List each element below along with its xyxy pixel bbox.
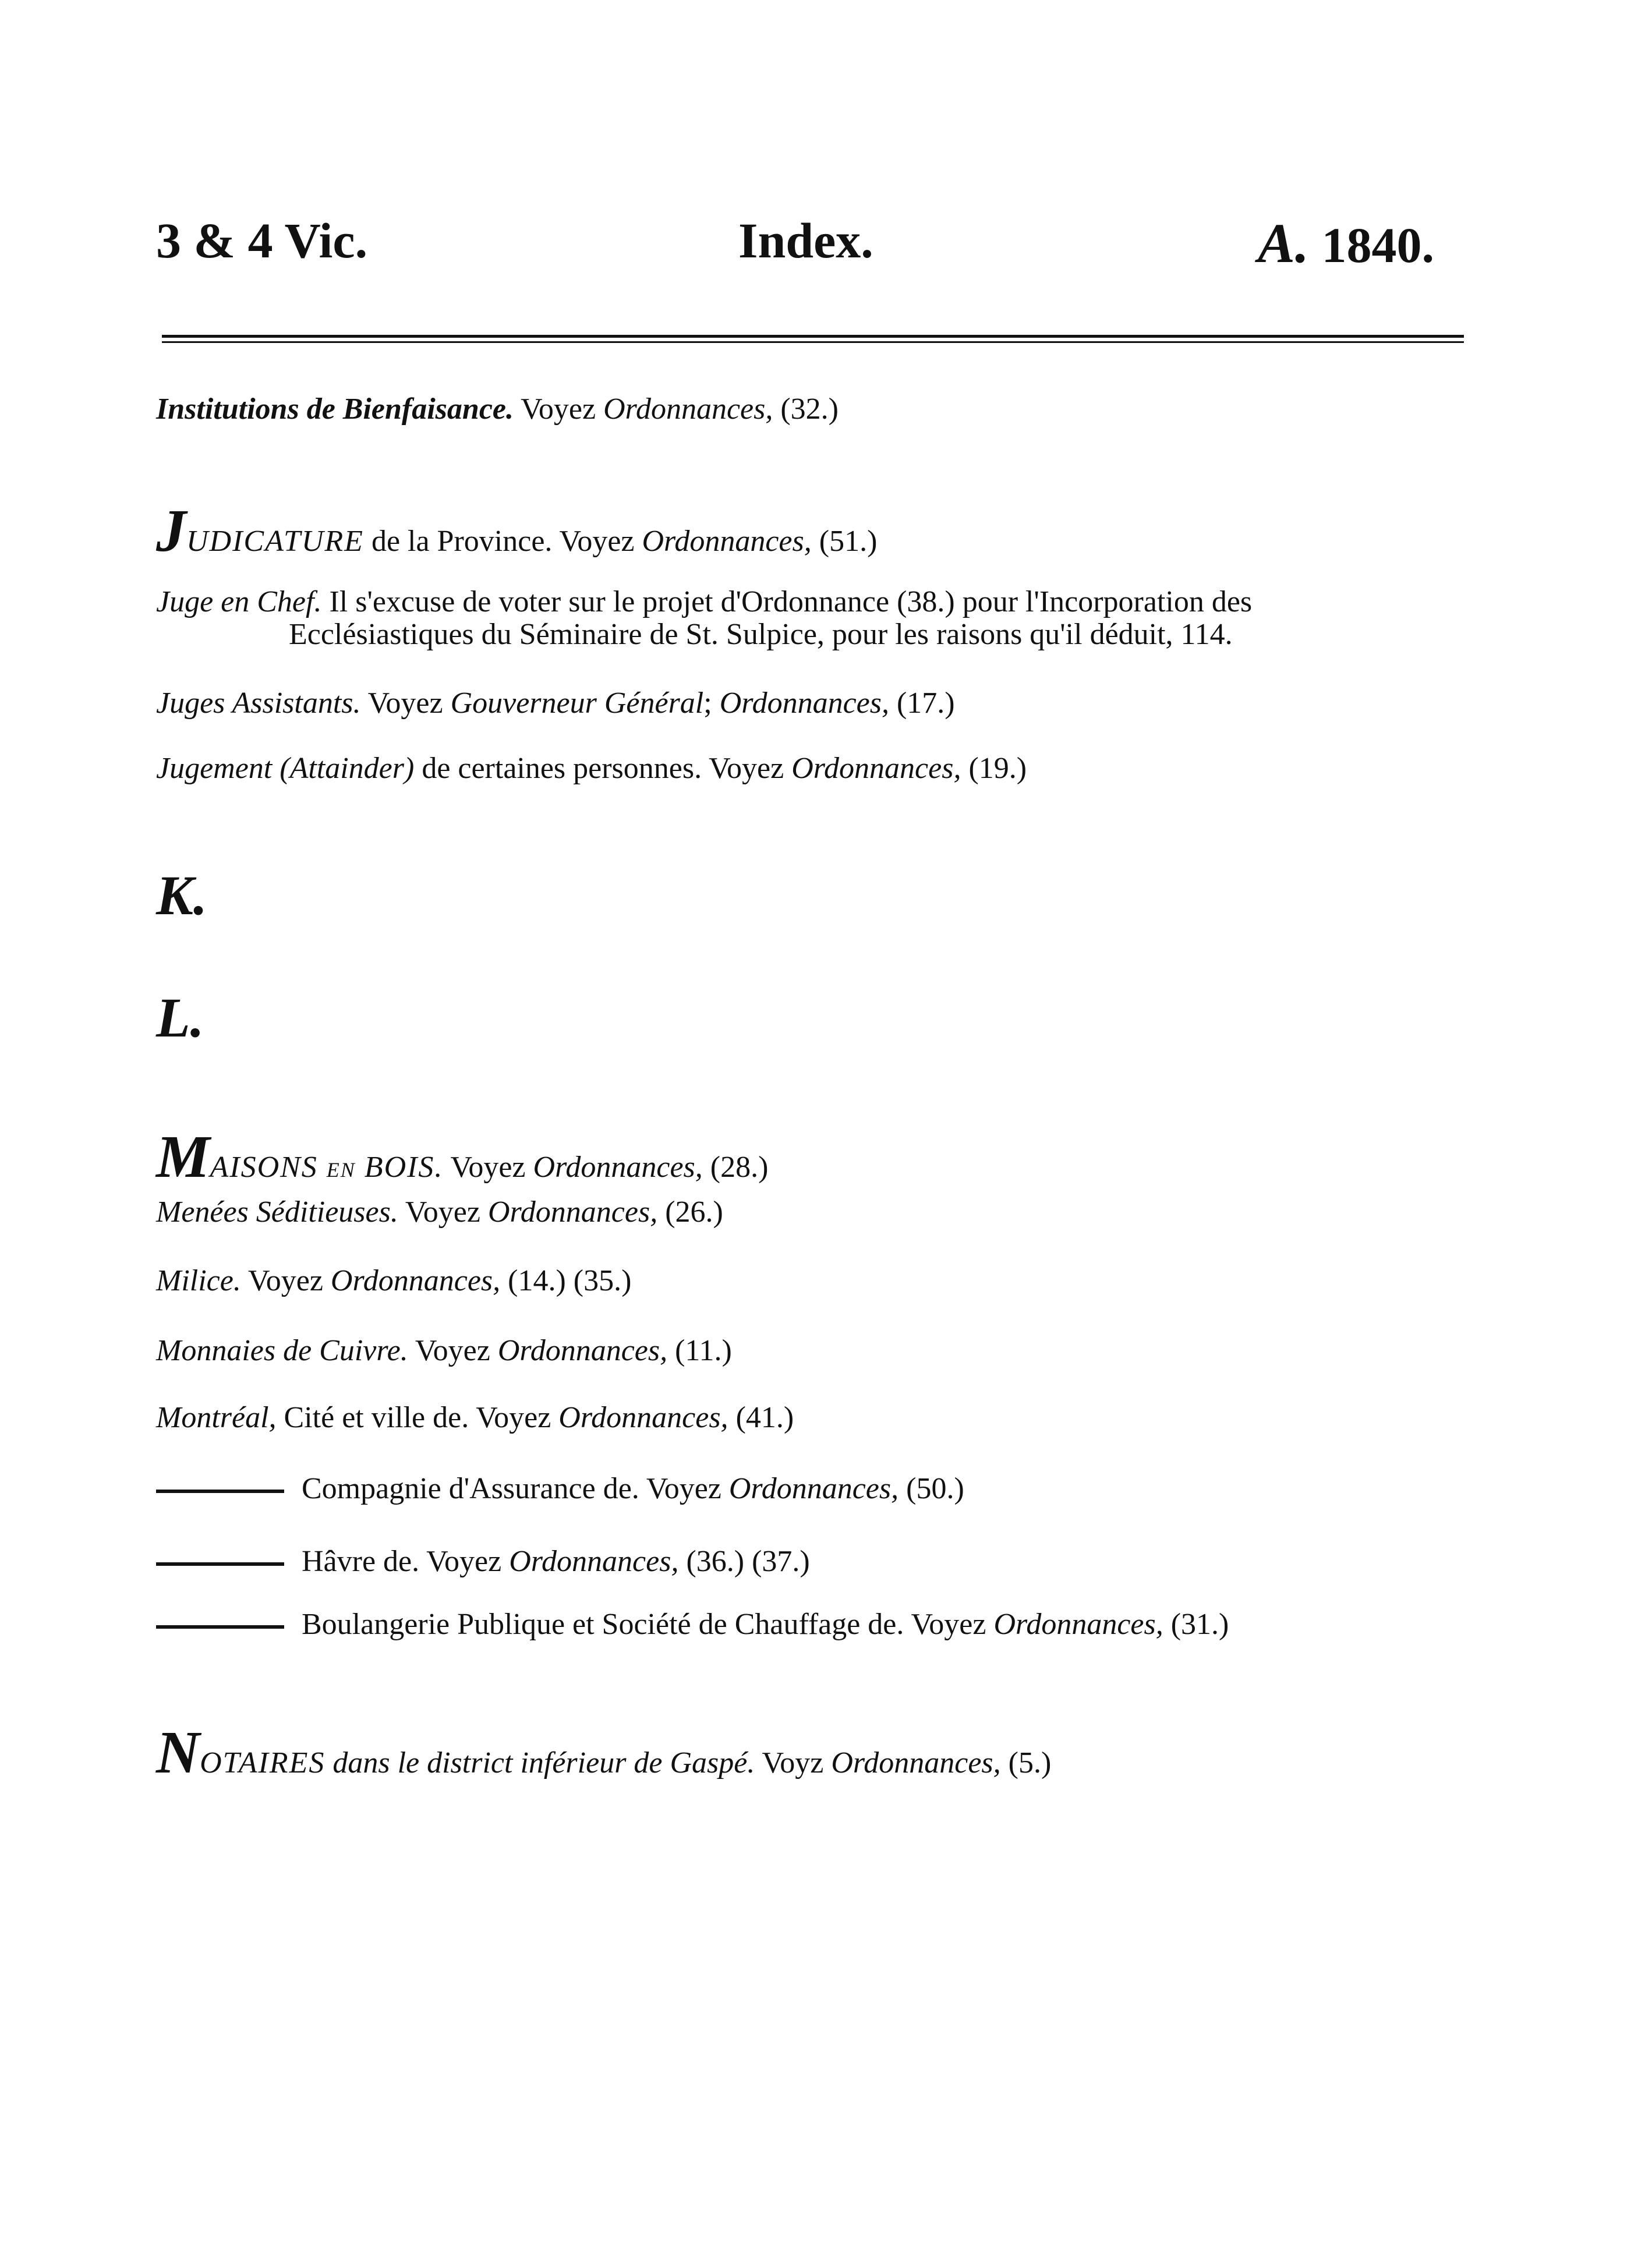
index-entry-juge-en-chef-cont: Ecclésiastiques du Séminaire de St. Sulpice, pour les raisons qu'il déduit, 114. [289,618,1233,651]
entry-num: (19.) [968,752,1027,785]
section-letter-l: L. [156,986,204,1049]
index-entry-institutions [156,392,839,427]
entry-initial: J [156,497,186,564]
ditto-dash [156,1625,284,1629]
entry-ref: Ordonnances, [831,1746,1001,1780]
entry-text-line1: Il s'excuse de voter sur le projet d'Ordonnance (38.) pour l'Incorporation des [329,585,1253,618]
header-rule-bottom [162,341,1464,343]
entry-rest: de la Province. [371,525,553,558]
entry-rest: Compagnie d'Assurance de. [302,1472,639,1505]
entry-num: (41.) [735,1401,794,1434]
entry-voyez: Voyez [367,687,443,720]
entry-term: UDICATURE [186,525,364,558]
entry-voyez: Voyez [521,392,596,426]
header-right [1258,212,1435,274]
entry-voyez: Voyez [646,1472,721,1505]
entry-num: (31.) [1170,1608,1229,1641]
header-rule-top [162,335,1464,338]
ditto-dash [156,1562,284,1566]
entry-separator: ; [703,687,712,720]
entry-voyez: Voyez [247,1264,323,1297]
entry-rest: dans le district inférieur de Gaspé. [332,1746,755,1780]
entry-ref: Ordonnances, [719,687,889,720]
entry-num: (50.) [906,1472,964,1505]
entry-ref: Ordonnances, [533,1151,703,1184]
entry-voyez: Voyz [762,1746,824,1780]
entry-num: (32.) [780,392,839,426]
entry-rest: Cité et ville de. [284,1401,469,1434]
index-entry-milice [156,1264,631,1299]
header-mark: A. [1258,212,1310,274]
entry-num: (11.) [675,1334,732,1367]
entry-term: Juge en Chef. [156,585,322,618]
index-entry-montreal [156,1400,794,1435]
entry-term: Menées Séditieuses. [156,1195,398,1229]
entry-rest: de certaines personnes. [422,752,702,785]
header-title: Index. [738,213,873,268]
entry-voyez: Voyez [476,1401,551,1434]
header-year: 1840. [1321,217,1435,273]
entry-ref: Gouverneur Général [450,687,704,720]
ditto-dash [156,1490,284,1493]
entry-num: (26.) [665,1195,723,1229]
entry-ref: Ordonnances, [791,752,961,785]
index-entry-juges-assistants [156,686,955,721]
entry-term: Montréal, [156,1401,277,1434]
header-left: 3 & 4 Vic. [156,213,368,268]
entry-rest: Boulangerie Publique et Société de Chauffage de. [302,1608,904,1641]
entry-term: OTAIRES [200,1746,326,1780]
entry-num: (51.) [819,525,878,558]
entry-voyez: Voyez [911,1608,986,1641]
entry-ref: Ordonnances, [509,1545,679,1578]
entry-ref: Ordonnances, [558,1401,728,1434]
index-entry-judicature [156,497,878,564]
entry-voyez: Voyez [559,525,635,558]
entry-term: Milice. [156,1264,241,1297]
entry-num: (36.) (37.) [686,1545,810,1578]
entry-voyez: Voyez [405,1195,480,1229]
entry-ref: Ordonnances, [993,1608,1163,1641]
index-entry-montreal-assurance [156,1471,964,1506]
entry-voyez: Voyez [426,1545,502,1578]
index-entry-monnaies [156,1333,732,1368]
index-entry-montreal-havre [156,1544,810,1579]
entry-ref: Ordonnances, [497,1334,668,1367]
entry-voyez: Voyez [450,1151,526,1184]
entry-rest: Hâvre de. [302,1545,420,1578]
entry-ref: Ordonnances, [642,525,812,558]
index-entry-maisons [156,1123,769,1190]
entry-ref: Ordonnances, [487,1195,658,1229]
index-entry-montreal-boulangerie [156,1607,1229,1642]
entry-num: (14.) (35.) [508,1264,632,1297]
entry-ref: Ordonnances, [728,1472,899,1505]
entry-num: (5.) [1008,1746,1052,1780]
entry-term: Institutions de Bienfaisance. [156,392,514,426]
index-entry-jugement [156,751,1027,786]
index-entry-juge-en-chef [156,585,1252,620]
entry-ref: Ordonnances, [330,1264,501,1297]
entry-ref: Ordonnances, [603,392,773,426]
entry-paren: (Attainder) [280,752,415,785]
entry-num: (28.) [710,1151,769,1184]
entry-term: AISONS en BOIS. [210,1151,444,1184]
index-entry-menees [156,1195,723,1230]
index-entry-notaires [156,1719,1052,1786]
entry-initial: M [156,1123,210,1190]
entry-term: Juges Assistants. [156,687,361,720]
section-letter-k: K. [156,864,208,926]
entry-voyez: Voyez [709,752,784,785]
entry-initial: N [156,1719,200,1786]
entry-num: (17.) [896,687,955,720]
entry-term: Jugement [156,752,273,785]
entry-voyez: Voyez [415,1334,490,1367]
entry-term: Monnaies de Cuivre. [156,1334,408,1367]
